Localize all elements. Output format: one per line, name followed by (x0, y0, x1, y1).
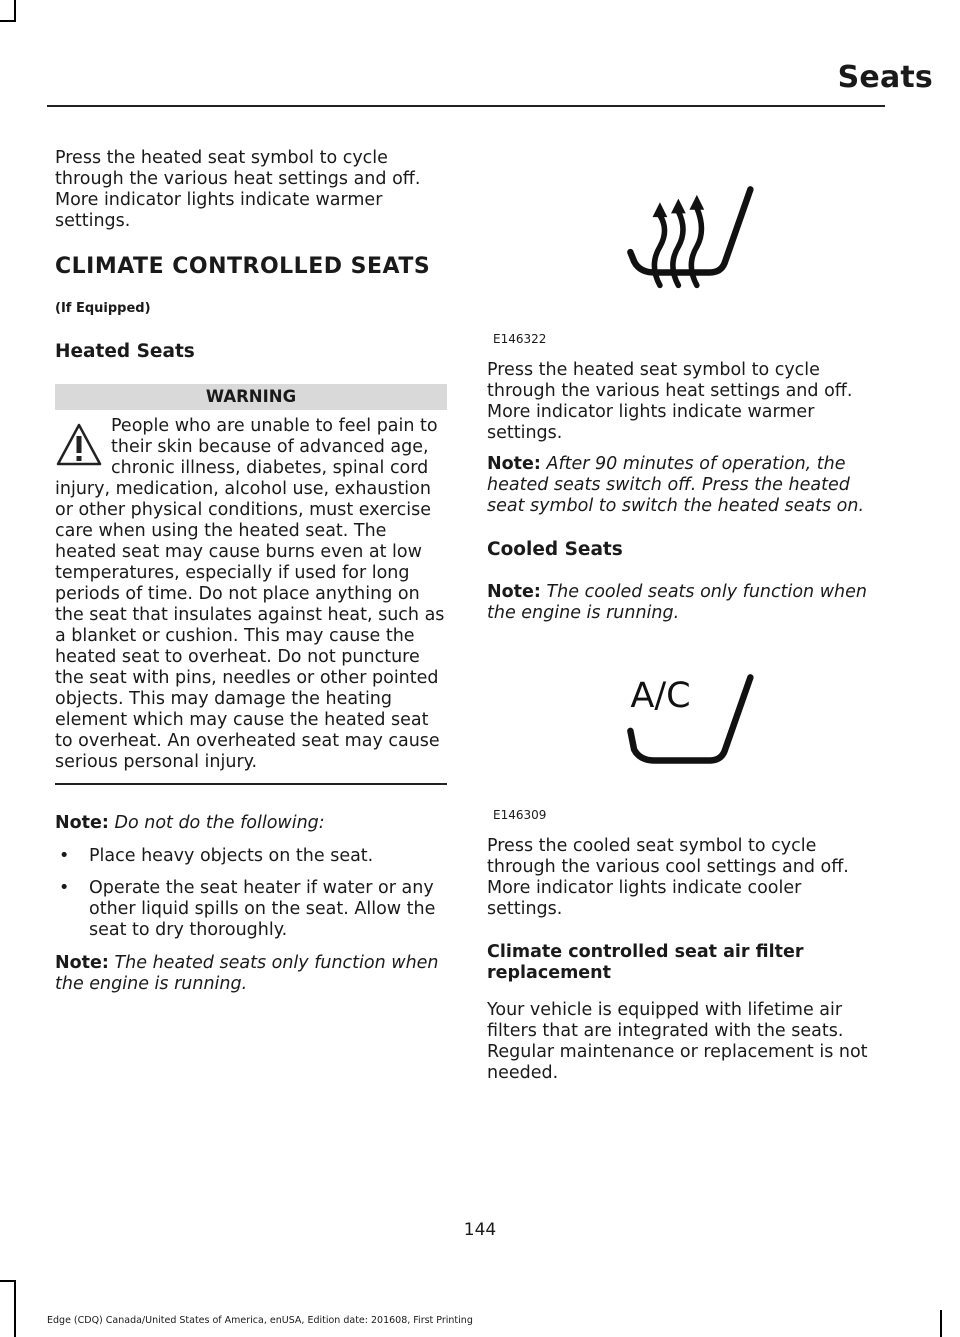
crop-mark (14, 1280, 16, 1337)
list-item: • Operate the seat heater if water or any other liquid spills on the seat. Allow the seat to dry thoroughly. (55, 878, 447, 941)
note-do-not (55, 813, 447, 834)
cooled-seat-icon (615, 670, 775, 790)
page-title: Seats (837, 60, 933, 95)
note-label: Note: (487, 582, 541, 602)
cooled-seats-heading: Cooled Seats (487, 539, 623, 560)
heated-seats-heading: Heated Seats (55, 341, 195, 362)
filter-paragraph: Your vehicle is equipped with lifetime air filters that are integrated with the seats. Regular maintenance or replacement is not needed. (487, 1000, 868, 1083)
heated-seat-icon (615, 182, 775, 302)
note-label: Note: (487, 454, 541, 474)
intro-paragraph: Press the heated seat symbol to cycle through the various heat settings and off. More indicator lights indicate warmer settings. (55, 148, 421, 231)
cooled-seat-figure (487, 624, 879, 822)
note-heated-engine (55, 953, 447, 995)
page-number: 144 (463, 1220, 497, 1240)
note-text: The cooled seats only function when the engine is running. (487, 582, 867, 623)
bullet-list (55, 846, 447, 941)
header-rule (47, 105, 885, 107)
warning-label: WARNING (55, 384, 447, 410)
heated-paragraph: Press the heated seat symbol to cycle through the various heat settings and off. More indicator lights indicate warmer settings. (487, 360, 853, 443)
footer-text: Edge (CDQ) Canada/United States of America, enUSA, Edition date: 201608, First Printing (47, 1315, 473, 1326)
warning-rule (55, 783, 447, 785)
note-90-minutes (487, 454, 879, 517)
cooled-paragraph: Press the cooled seat symbol to cycle through the various cool settings and off. More indicator lights indicate cooler settings. (487, 836, 849, 919)
note-text: After 90 minutes of operation, the heated seats switch off. Press the heated seat symbol to switch the heated seats on. (487, 454, 865, 516)
right-column (487, 170, 879, 1106)
left-column (55, 148, 447, 1017)
note-cooled-engine (487, 582, 879, 624)
figure-code: E146309 (493, 808, 547, 822)
section-title: CLIMATE CONTROLLED SEATS (55, 254, 431, 279)
warning-text: People who are unable to feel pain to their skin because of advanced age, chronic illness, diabetes, spinal cord injury, medication, alcohol use, exhaustion or other physical conditions, must exercise care when using the heated seat. The heated seat may cause burns even at low temperatures, especially if used for long periods of time. Do not place anything on the seat that insulates against heat, such as a blanket or cushion. This may cause the heated seat to overheat. Do not puncture the seat with pins, needles or other pointed objects. This may damage the heating element which may cause the heated seat to overheat. An overheated seat may cause serious personal injury. (55, 416, 445, 772)
warning-body (55, 416, 447, 773)
warning-box (55, 384, 447, 785)
note-text: The heated seats only function when the engine is running. (55, 953, 439, 994)
ac-icon-text: A/C (630, 674, 691, 716)
list-item: • Place heavy objects on the seat. (55, 846, 447, 867)
note-text: Do not do the following: (114, 813, 325, 833)
crop-mark (0, 1280, 16, 1282)
if-equipped-label: (If Equipped) (55, 301, 151, 316)
note-label: Note: (55, 953, 109, 973)
crop-mark (940, 1310, 942, 1337)
crop-mark (0, 20, 16, 22)
filter-heading: Climate controlled seat air filter replacement (487, 942, 804, 983)
note-label: Note: (55, 813, 109, 833)
figure-code: E146322 (493, 332, 547, 346)
heated-seat-figure (487, 170, 879, 346)
warning-triangle-icon (55, 422, 103, 468)
crop-mark (14, 0, 16, 22)
